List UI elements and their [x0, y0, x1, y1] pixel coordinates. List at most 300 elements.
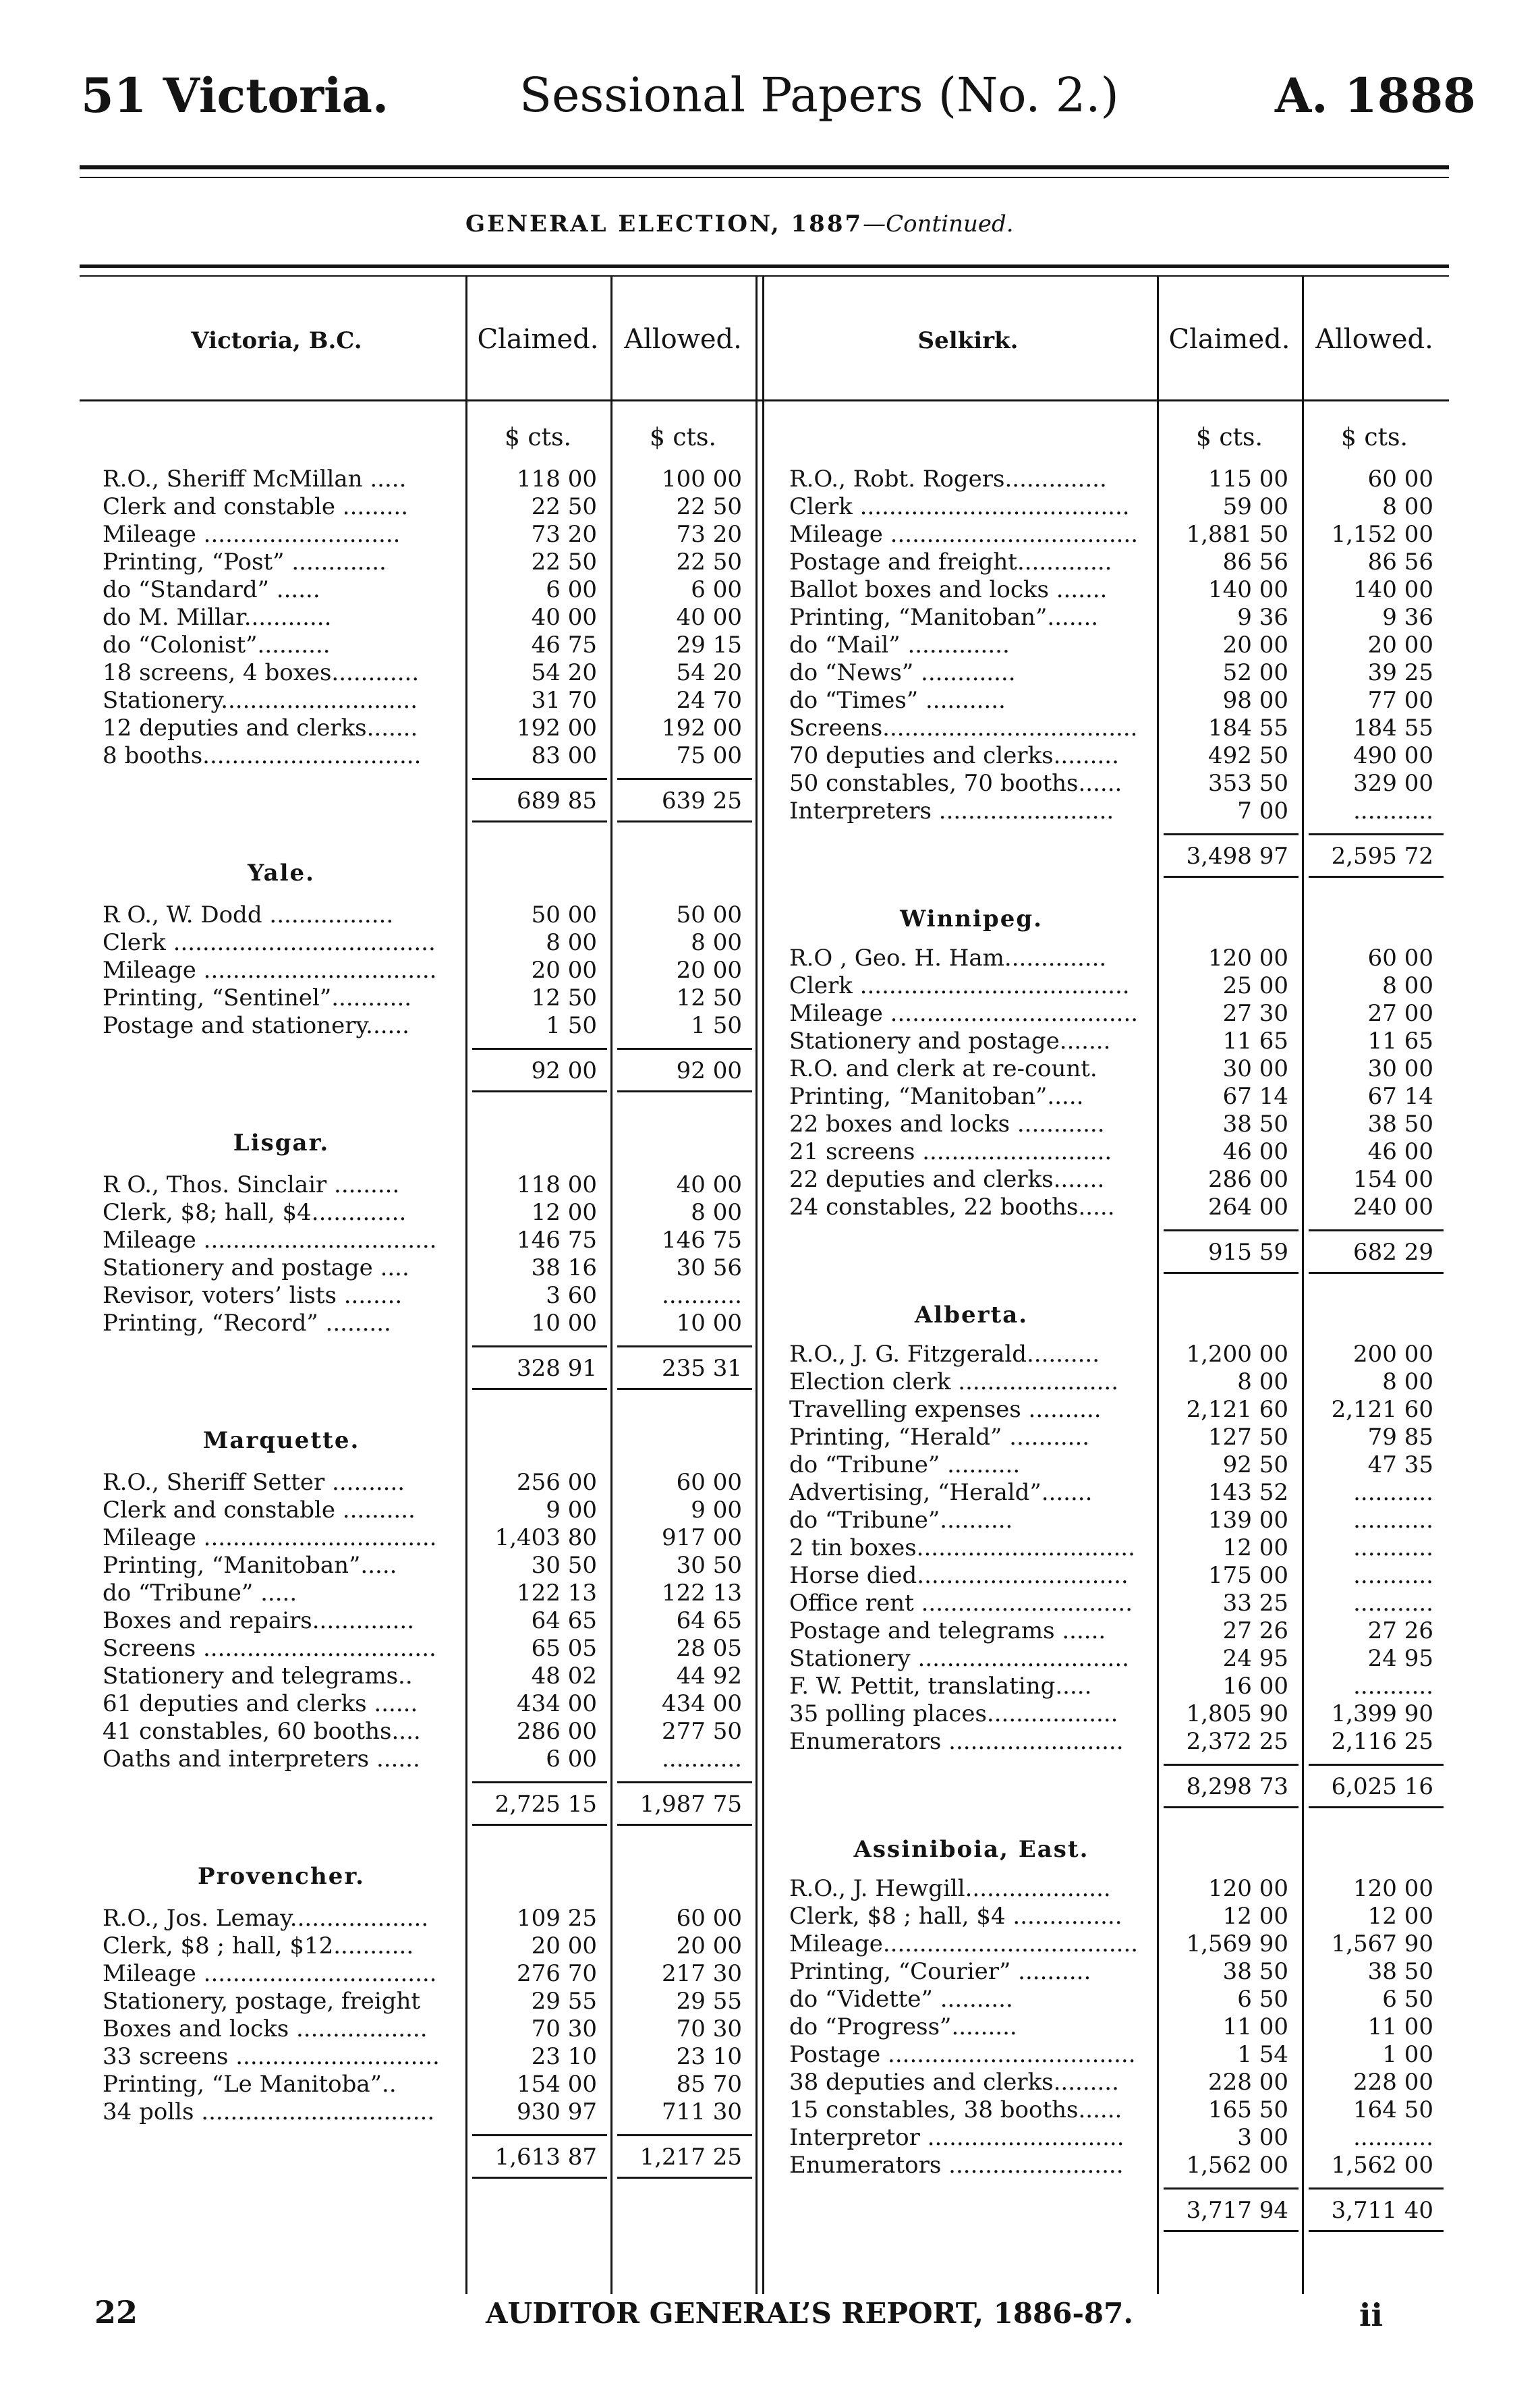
- allowed-amount: 23 10: [676, 2043, 742, 2070]
- claimed-amount: 40 00: [531, 604, 597, 631]
- item-label: Postage and stationery......: [103, 1012, 409, 1039]
- claimed-amount: 1,562 00: [1186, 2152, 1288, 2179]
- claimed-amount: 54 20: [531, 659, 597, 686]
- item-label: Ballot boxes and locks .......: [789, 576, 1108, 603]
- right-total-rule: [1309, 1806, 1444, 1808]
- item-label: Office rent .............................: [789, 1590, 1133, 1617]
- subtitle: [465, 211, 1014, 238]
- claimed-amount: 492 50: [1208, 742, 1288, 769]
- allowed-amount: 490 00: [1353, 742, 1433, 769]
- item-label: do M. Millar............: [103, 604, 332, 631]
- left-total-rule: [617, 1090, 752, 1092]
- claimed-amount: 3 00: [1237, 2124, 1288, 2151]
- item-label: R.O., J. Hewgill....................: [789, 1875, 1111, 1902]
- item-label: do “Times” ...........: [789, 687, 1006, 714]
- item-label: 33 screens ............................: [103, 2043, 440, 2070]
- claimed-total: 915 59: [1208, 1239, 1288, 1266]
- footer-page-number: 22: [94, 2294, 138, 2331]
- left-total-rule: [472, 2177, 607, 2179]
- right-subtotal-rule: [1164, 1229, 1299, 1231]
- allowed-amount: 2,116 25: [1331, 1728, 1433, 1755]
- item-label: Mileage ...........................: [103, 521, 401, 548]
- item-label: Clerk ....................................: [103, 929, 436, 956]
- item-label: Interpretor ...........................: [789, 2124, 1124, 2151]
- claimed-amount: 930 97: [517, 2098, 597, 2125]
- item-label: Stationery and telegrams..: [103, 1663, 413, 1690]
- allowed-total: 1,987 75: [639, 1791, 742, 1818]
- claimed-total: 1,613 87: [494, 2144, 597, 2171]
- claimed-amount: 27 30: [1222, 1000, 1288, 1027]
- left-section-title: Lisgar.: [233, 1130, 330, 1156]
- item-label: F. W. Pettit, translating.....: [789, 1673, 1092, 1700]
- left-total-rule: [617, 2177, 752, 2179]
- item-label: do “Tribune” .....: [103, 1580, 297, 1607]
- left-total-rule: [472, 1388, 607, 1390]
- claimed-amount: 64 65: [531, 1607, 597, 1634]
- allowed-amount: 8 00: [1382, 1368, 1433, 1395]
- allowed-amount: 277 50: [662, 1718, 742, 1745]
- item-label: 21 screens ..........................: [789, 1138, 1112, 1165]
- item-label: 38 deputies and clerks.........: [789, 2069, 1119, 2096]
- allowed-amount: 6 00: [691, 576, 742, 603]
- allowed-amount: 9 36: [1382, 604, 1433, 631]
- left-total-rule: [617, 820, 752, 822]
- claimed-amount: 59 00: [1222, 493, 1288, 520]
- item-label: Printing, “Le Manitoba”..: [103, 2071, 397, 2098]
- allowed-amount: 164 50: [1353, 2096, 1433, 2123]
- allowed-amount: 146 75: [662, 1227, 742, 1254]
- left-claimed-rule: [465, 277, 467, 2294]
- claimed-amount: 22 50: [531, 549, 597, 576]
- allowed-total: 682 29: [1353, 1239, 1433, 1266]
- item-label: Printing, “Manitoban”.......: [789, 604, 1099, 631]
- allowed-amount: 240 00: [1353, 1194, 1433, 1221]
- item-label: 70 deputies and clerks.........: [789, 742, 1119, 769]
- item-label: do “News” .............: [789, 659, 1016, 686]
- allowed-amount: 10 00: [676, 1310, 742, 1337]
- item-label: Enumerators ........................: [789, 2152, 1124, 2179]
- allowed-amount: 917 00: [662, 1524, 742, 1551]
- allowed-amount: 8 00: [691, 1199, 742, 1226]
- item-label: Mileage ................................: [103, 1960, 437, 1987]
- claimed-amount: 46 00: [1222, 1138, 1288, 1165]
- claimed-amount: 146 75: [517, 1227, 597, 1254]
- claimed-amount: 27 26: [1222, 1617, 1288, 1644]
- allowed-amount: ...........: [1353, 2124, 1433, 2151]
- claimed-amount: 1,403 80: [494, 1524, 597, 1551]
- claimed-amount: 86 56: [1222, 549, 1288, 576]
- claimed-amount: 3 60: [546, 1282, 597, 1309]
- claimed-amount: 23 10: [531, 2043, 597, 2070]
- item-label: Printing, “Post” .............: [103, 549, 387, 576]
- item-label: 22 boxes and locks ............: [789, 1111, 1105, 1138]
- claimed-amount: 11 65: [1222, 1028, 1288, 1055]
- claimed-amount: 8 00: [546, 929, 597, 956]
- right-section-title: Winnipeg.: [900, 905, 1043, 932]
- allowed-amount: ...........: [1353, 1673, 1433, 1700]
- allowed-amount: 60 00: [1367, 945, 1433, 972]
- allowed-amount: 46 00: [1367, 1138, 1433, 1165]
- footer-right: ii: [1359, 2297, 1383, 2333]
- claimed-amount: 20 00: [1222, 632, 1288, 659]
- right-subtotal-rule: [1164, 2187, 1299, 2190]
- allowed-total: 92 00: [676, 1057, 742, 1084]
- item-label: Stationery and postage ....: [103, 1254, 409, 1281]
- item-label: Revisor, voters’ lists ........: [103, 1282, 403, 1309]
- item-label: Mileage...................................: [789, 1930, 1139, 1957]
- allowed-amount: 200 00: [1353, 1341, 1433, 1368]
- item-label: R.O. and clerk at re-count.: [789, 1055, 1097, 1082]
- left-col-header-allowed: Allowed.: [624, 324, 742, 355]
- claimed-amount: 118 00: [517, 1171, 597, 1198]
- claimed-amount: 353 50: [1208, 770, 1288, 797]
- allowed-amount: ...........: [1353, 1507, 1433, 1534]
- claimed-amount: 256 00: [517, 1469, 597, 1496]
- claimed-amount: 30 50: [531, 1552, 597, 1579]
- item-label: Clerk and constable .........: [103, 493, 409, 520]
- right-subtotal-rule: [1309, 833, 1444, 835]
- allowed-amount: 27 26: [1367, 1617, 1433, 1644]
- allowed-amount: 217 30: [662, 1960, 742, 1987]
- header-rule-thick: [80, 165, 1449, 169]
- item-label: R.O., Robt. Rogers..............: [789, 466, 1107, 493]
- left-claimed-units: $ cts.: [505, 424, 571, 451]
- claimed-amount: 1,805 90: [1186, 1700, 1288, 1727]
- right-col-header-allowed: Allowed.: [1315, 324, 1433, 355]
- allowed-amount: 22 50: [676, 493, 742, 520]
- allowed-amount: 12 50: [676, 984, 742, 1011]
- claimed-amount: 16 00: [1222, 1673, 1288, 1700]
- claimed-amount: 154 00: [517, 2071, 597, 2098]
- subtitle-main: GENERAL ELECTION, 1887: [465, 211, 863, 238]
- left-total-rule: [472, 820, 607, 822]
- allowed-total: 2,595 72: [1331, 843, 1433, 870]
- table-top-rule-thick: [80, 264, 1449, 268]
- right-subtotal-rule: [1164, 833, 1299, 835]
- claimed-amount: 46 75: [531, 632, 597, 659]
- item-label: Enumerators ........................: [789, 1728, 1124, 1755]
- claimed-amount: 1,569 90: [1186, 1930, 1288, 1957]
- allowed-amount: 120 00: [1353, 1875, 1433, 1902]
- claimed-amount: 7 00: [1237, 798, 1288, 825]
- allowed-total: 3,711 40: [1331, 2197, 1433, 2224]
- item-label: Stationery and postage.......: [789, 1028, 1111, 1055]
- claimed-amount: 12 00: [1222, 1903, 1288, 1930]
- allowed-amount: 20 00: [676, 1932, 742, 1959]
- claimed-amount: 8 00: [1237, 1368, 1288, 1395]
- item-label: R.O., J. G. Fitzgerald..........: [789, 1341, 1100, 1368]
- allowed-amount: 1,562 00: [1331, 2152, 1433, 2179]
- allowed-amount: 9 00: [691, 1497, 742, 1524]
- item-label: do “Progress”.........: [789, 2013, 1017, 2040]
- claimed-amount: 6 50: [1237, 1986, 1288, 2013]
- header-right: A. 1888: [1275, 67, 1476, 123]
- allowed-amount: 1 00: [1382, 2041, 1433, 2068]
- item-label: Printing, “Manitoban”.....: [103, 1552, 397, 1579]
- item-label: Mileage ..................................: [789, 521, 1139, 548]
- allowed-total: 1,217 25: [639, 2144, 742, 2171]
- allowed-amount: ...........: [1353, 1590, 1433, 1617]
- header-center: Sessional Papers (No. 2.): [519, 67, 1119, 123]
- left-subtotal-rule: [617, 1345, 752, 1347]
- allowed-amount: 12 00: [1367, 1903, 1433, 1930]
- item-label: do “Colonist”..........: [103, 632, 331, 659]
- allowed-amount: 29 55: [676, 1988, 742, 2015]
- claimed-amount: 73 20: [531, 521, 597, 548]
- allowed-amount: 47 35: [1367, 1451, 1433, 1478]
- allowed-amount: 22 50: [676, 549, 742, 576]
- claimed-total: 3,498 97: [1186, 843, 1288, 870]
- allowed-amount: 44 92: [676, 1663, 742, 1690]
- left-total-rule: [472, 1090, 607, 1092]
- item-label: 34 polls ................................: [103, 2098, 435, 2125]
- item-label: Oaths and interpreters ......: [103, 1746, 420, 1773]
- claimed-amount: 2,121 60: [1186, 1396, 1288, 1423]
- item-label: Printing, “Sentinel”...........: [103, 984, 412, 1011]
- allowed-amount: 1 50: [691, 1012, 742, 1039]
- item-label: Mileage ................................: [103, 1227, 437, 1254]
- left-section-title: Provencher.: [198, 1863, 365, 1890]
- claimed-amount: 118 00: [517, 466, 597, 493]
- allowed-amount: 70 30: [676, 2015, 742, 2042]
- item-label: R.O., Sheriff Setter ..........: [103, 1469, 405, 1496]
- allowed-amount: 54 20: [676, 659, 742, 686]
- right-col-header-section: Selkirk.: [917, 327, 1019, 354]
- allowed-amount: ...........: [1353, 1479, 1433, 1506]
- claimed-amount: 6 00: [546, 576, 597, 603]
- right-subtotal-rule: [1309, 2187, 1444, 2190]
- item-label: Mileage ................................: [103, 957, 437, 984]
- claimed-amount: 1,881 50: [1186, 521, 1288, 548]
- item-label: do “Mail” ..............: [789, 632, 1010, 659]
- claimed-amount: 83 00: [531, 742, 597, 769]
- allowed-amount: 27 00: [1367, 1000, 1433, 1027]
- claimed-amount: 120 00: [1208, 945, 1288, 972]
- claimed-amount: 1 54: [1237, 2041, 1288, 2068]
- left-allowed-rule: [610, 277, 612, 2294]
- allowed-amount: 29 15: [676, 632, 742, 659]
- right-total-rule: [1309, 1272, 1444, 1274]
- item-label: Boxes and repairs..............: [103, 1607, 415, 1634]
- header-left: 51 Victoria.: [81, 67, 389, 123]
- claimed-amount: 264 00: [1208, 1194, 1288, 1221]
- item-label: Boxes and locks ..................: [103, 2015, 428, 2042]
- right-allowed-rule: [1302, 277, 1304, 2294]
- claimed-amount: 165 50: [1208, 2096, 1288, 2123]
- claimed-total: 8,298 73: [1186, 1773, 1288, 1800]
- left-total-rule: [617, 1388, 752, 1390]
- allowed-amount: 329 00: [1353, 770, 1433, 797]
- item-label: Screens ................................: [103, 1635, 436, 1662]
- center-rule-b: [762, 277, 764, 2294]
- claimed-amount: 20 00: [531, 957, 597, 984]
- allowed-amount: ...........: [662, 1746, 742, 1773]
- item-label: do “Vidette” ..........: [789, 1986, 1013, 2013]
- claimed-amount: 127 50: [1208, 1424, 1288, 1451]
- allowed-amount: 79 85: [1367, 1424, 1433, 1451]
- right-subtotal-rule: [1164, 1764, 1299, 1766]
- allowed-amount: 28 05: [676, 1635, 742, 1662]
- item-label: 15 constables, 38 booths......: [789, 2096, 1122, 2123]
- right-total-rule: [1164, 1806, 1299, 1808]
- allowed-amount: 122 13: [662, 1580, 742, 1607]
- claimed-amount: 98 00: [1222, 687, 1288, 714]
- item-label: Printing, “Herald” ...........: [789, 1424, 1090, 1451]
- left-subtotal-rule: [617, 778, 752, 780]
- claimed-amount: 52 00: [1222, 659, 1288, 686]
- claimed-amount: 31 70: [531, 687, 597, 714]
- footer-title: AUDITOR GENERAL’S REPORT, 1886-87.: [486, 2297, 1133, 2330]
- item-label: R O., W. Dodd .................: [103, 901, 394, 928]
- claimed-amount: 30 00: [1222, 1055, 1288, 1082]
- claimed-amount: 29 55: [531, 1988, 597, 2015]
- item-label: Election clerk ......................: [789, 1368, 1119, 1395]
- item-label: R O., Thos. Sinclair .........: [103, 1171, 400, 1198]
- item-label: 41 constables, 60 booths....: [103, 1718, 421, 1745]
- allowed-amount: 2,121 60: [1331, 1396, 1433, 1423]
- allowed-amount: 40 00: [676, 1171, 742, 1198]
- item-label: R.O., Jos. Lemay...................: [103, 1905, 429, 1932]
- header-rule-thin: [80, 177, 1449, 178]
- right-total-rule: [1164, 2230, 1299, 2232]
- allowed-amount: 20 00: [1367, 632, 1433, 659]
- allowed-amount: 24 95: [1367, 1645, 1433, 1672]
- item-label: 12 deputies and clerks.......: [103, 715, 418, 742]
- right-section-title: Alberta.: [914, 1302, 1029, 1329]
- item-label: Travelling expenses ..........: [789, 1396, 1102, 1423]
- claimed-amount: 92 50: [1222, 1451, 1288, 1478]
- claimed-total: 328 91: [517, 1355, 597, 1382]
- item-label: R.O , Geo. H. Ham..............: [789, 945, 1107, 972]
- right-subtotal-rule: [1309, 1764, 1444, 1766]
- right-total-rule: [1309, 876, 1444, 878]
- left-allowed-units: $ cts.: [650, 424, 716, 451]
- item-label: Interpreters ........................: [789, 798, 1114, 825]
- claimed-total: 3,717 94: [1186, 2197, 1288, 2224]
- item-label: Stationery...........................: [103, 687, 418, 714]
- left-subtotal-rule: [472, 2134, 607, 2136]
- allowed-amount: 73 20: [676, 521, 742, 548]
- item-label: Stationery, postage, freight: [103, 1988, 421, 2015]
- allowed-amount: 30 50: [676, 1552, 742, 1579]
- allowed-amount: 38 50: [1367, 1958, 1433, 1985]
- left-col-header-section: Victoria, B.C.: [191, 327, 362, 354]
- allowed-amount: 100 00: [662, 466, 742, 493]
- allowed-amount: 30 56: [676, 1254, 742, 1281]
- allowed-amount: 60 00: [676, 1905, 742, 1932]
- right-total-rule: [1309, 2230, 1444, 2232]
- claimed-total: 689 85: [517, 787, 597, 814]
- allowed-amount: 30 00: [1367, 1055, 1433, 1082]
- claimed-amount: 11 00: [1222, 2013, 1288, 2040]
- claimed-amount: 228 00: [1208, 2069, 1288, 2096]
- allowed-amount: 184 55: [1353, 715, 1433, 742]
- allowed-amount: 11 65: [1367, 1028, 1433, 1055]
- claimed-amount: 1,200 00: [1186, 1341, 1288, 1368]
- item-label: Postage ..................................: [789, 2041, 1136, 2068]
- item-label: Clerk and constable ..........: [103, 1497, 416, 1524]
- allowed-amount: ...........: [1353, 1534, 1433, 1561]
- allowed-amount: ...........: [1353, 1562, 1433, 1589]
- claimed-amount: 286 00: [1208, 1166, 1288, 1193]
- claimed-amount: 38 16: [531, 1254, 597, 1281]
- item-label: 50 constables, 70 booths......: [789, 770, 1122, 797]
- claimed-amount: 25 00: [1222, 972, 1288, 999]
- claimed-amount: 33 25: [1222, 1590, 1288, 1617]
- right-total-rule: [1164, 1272, 1299, 1274]
- claimed-amount: 122 13: [517, 1580, 597, 1607]
- allowed-amount: 8 00: [1382, 493, 1433, 520]
- claimed-amount: 434 00: [517, 1690, 597, 1717]
- claimed-amount: 143 52: [1208, 1479, 1288, 1506]
- item-label: do “Standard” ......: [103, 576, 320, 603]
- claimed-amount: 276 70: [517, 1960, 597, 1987]
- item-label: 18 screens, 4 boxes............: [103, 659, 420, 686]
- item-label: Postage and telegrams ......: [789, 1617, 1106, 1644]
- claimed-amount: 10 00: [531, 1310, 597, 1337]
- claimed-amount: 67 14: [1222, 1083, 1288, 1110]
- allowed-amount: 60 00: [676, 1469, 742, 1496]
- claimed-amount: 9 00: [546, 1497, 597, 1524]
- claimed-amount: 38 50: [1222, 1111, 1288, 1138]
- left-section-title: Yale.: [247, 860, 316, 887]
- allowed-amount: 228 00: [1353, 2069, 1433, 2096]
- claimed-amount: 6 00: [546, 1746, 597, 1773]
- claimed-amount: 50 00: [531, 901, 597, 928]
- right-allowed-units: $ cts.: [1341, 424, 1408, 451]
- claimed-amount: 1 50: [546, 1012, 597, 1039]
- item-label: R.O., Sheriff McMillan .....: [103, 466, 407, 493]
- allowed-amount: 67 14: [1367, 1083, 1433, 1110]
- claimed-amount: 38 50: [1222, 1958, 1288, 1985]
- allowed-total: 235 31: [662, 1355, 742, 1382]
- item-label: 8 booths..............................: [103, 742, 422, 769]
- claimed-amount: 286 00: [517, 1718, 597, 1745]
- item-label: Printing, “Courier” ..........: [789, 1958, 1091, 1985]
- right-col-header-claimed: Claimed.: [1168, 324, 1290, 355]
- allowed-total: 639 25: [662, 787, 742, 814]
- right-claimed-units: $ cts.: [1196, 424, 1263, 451]
- left-total-rule: [472, 1824, 607, 1826]
- item-label: Advertising, “Herald”.......: [789, 1479, 1093, 1506]
- allowed-amount: 11 00: [1367, 2013, 1433, 2040]
- right-section-title: Assiniboia, East.: [853, 1836, 1089, 1863]
- item-label: 2 tin boxes..............................: [789, 1534, 1135, 1561]
- allowed-amount: ...........: [1353, 798, 1433, 825]
- left-subtotal-rule: [472, 1345, 607, 1347]
- item-label: do “Tribune”..........: [789, 1507, 1013, 1534]
- allowed-amount: 85 70: [676, 2071, 742, 2098]
- allowed-amount: 8 00: [1382, 972, 1433, 999]
- claimed-total: 92 00: [531, 1057, 597, 1084]
- claimed-amount: 140 00: [1208, 576, 1288, 603]
- item-label: Stationery .............................: [789, 1645, 1129, 1672]
- claimed-total: 2,725 15: [494, 1791, 597, 1818]
- allowed-amount: 86 56: [1367, 549, 1433, 576]
- table-top-rule-thin: [80, 275, 1449, 277]
- claimed-amount: 9 36: [1237, 604, 1288, 631]
- allowed-amount: 192 00: [662, 715, 742, 742]
- item-label: do “Tribune” ..........: [789, 1451, 1021, 1478]
- allowed-amount: 40 00: [676, 604, 742, 631]
- allowed-amount: 434 00: [662, 1690, 742, 1717]
- claimed-amount: 115 00: [1208, 466, 1288, 493]
- item-label: Clerk .....................................: [789, 972, 1130, 999]
- right-claimed-rule: [1157, 277, 1159, 2294]
- item-label: Printing, “Record” .........: [103, 1310, 391, 1337]
- allowed-amount: 1,152 00: [1331, 521, 1433, 548]
- allowed-amount: 50 00: [676, 901, 742, 928]
